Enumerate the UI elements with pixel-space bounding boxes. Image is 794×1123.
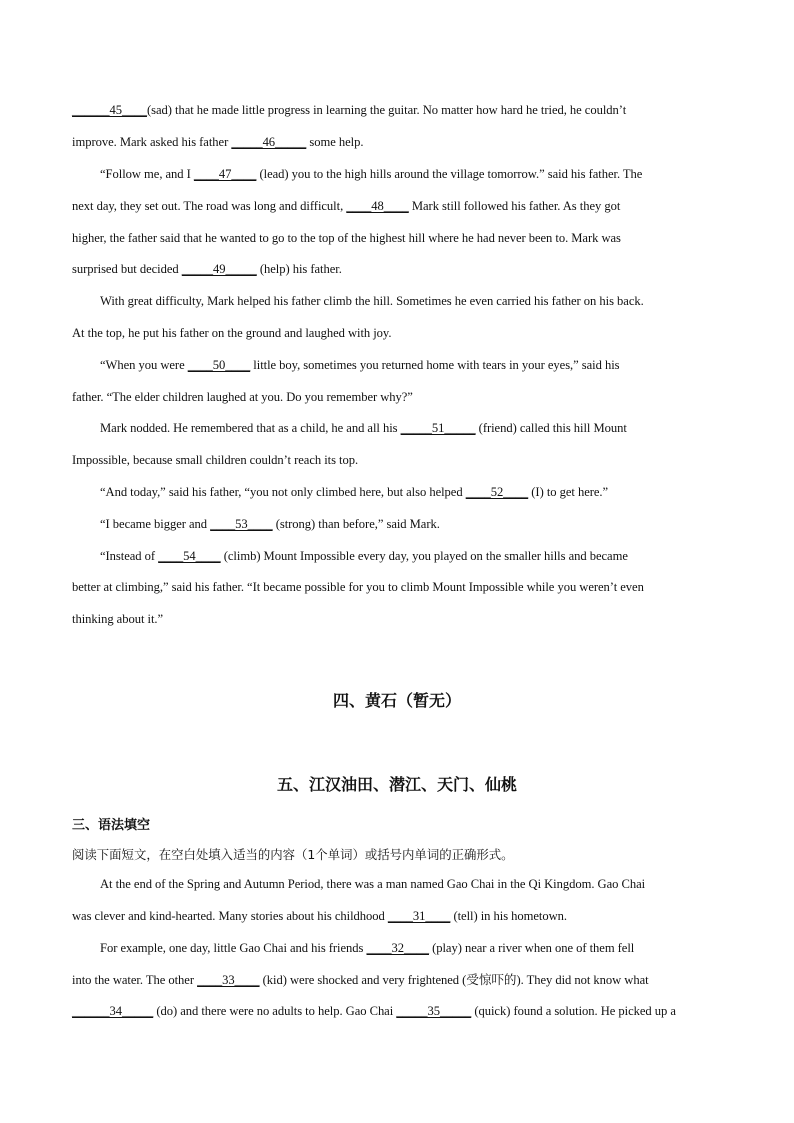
text-line [72, 196, 722, 216]
answer-blank: ____47____ [193, 167, 257, 181]
text-line [72, 323, 722, 343]
answer-blank: ____48____ [346, 199, 409, 213]
text-segment: better at climbing,” said his father. “It became possible for you to climb Mount Impossible while you weren’t even [72, 580, 644, 594]
text-segment: “When you were [100, 358, 188, 372]
text-line [72, 482, 722, 502]
text-line [72, 577, 722, 597]
text-segment: (quick) found a solution. He picked up a [471, 1004, 676, 1018]
answer-blank: ____31____ [387, 909, 451, 923]
text-segment: At the top, he put his father on the ground and laughed with joy. [72, 326, 392, 340]
text-line [72, 874, 722, 894]
section-heading: 四、黄石（暂无） [332, 691, 461, 710]
text-segment: improve. Mark asked his father [72, 135, 232, 149]
text-line [72, 1001, 722, 1021]
answer-blank: ______34_____ [72, 1004, 154, 1018]
text-segment: “And today,” said his father, “you not only climbed here, but also helped [100, 485, 466, 499]
text-segment: surprised but decided [72, 262, 182, 276]
text-segment: “Instead of [100, 549, 159, 563]
text-segment: Impossible, because small children couldn’t reach its top. [72, 453, 359, 467]
answer-blank: ______45____ [72, 103, 147, 117]
text-line [72, 970, 722, 990]
text-segment: “I became bigger and [100, 517, 211, 531]
text-segment: (play) near a river when one of them fell [428, 941, 635, 955]
text-line [72, 609, 722, 629]
text-line [72, 546, 722, 566]
answer-blank: ____33____ [197, 973, 260, 987]
answer-blank: ____54____ [158, 549, 221, 563]
text-segment: was clever and kind-hearted. Many stories about his childhood [72, 909, 388, 923]
text-line [72, 100, 722, 120]
text-segment: (kid) were shocked and very frightened (受惊吓的). They did not know what [259, 973, 649, 987]
text-segment: father. “The elder children laughed at you. Do you remember why?” [72, 390, 413, 404]
text-segment: (do) and there were no adults to help. Gao Chai [153, 1004, 397, 1018]
text-segment: With great difficulty, Mark helped his father climb the hill. Sometimes he even carried his father on his back. [100, 294, 644, 308]
text-line [72, 291, 722, 311]
answer-blank: _____46_____ [231, 135, 307, 149]
text-segment: (help) his father. [256, 262, 342, 276]
text-line [72, 418, 722, 438]
instruction-text: 阅读下面短文，在空白处填入适当的内容（1个单词）或括号内单词的正确形式。 [72, 847, 514, 862]
text-line [72, 228, 722, 248]
text-line [72, 132, 722, 152]
text-segment: (I) to get here.” [528, 485, 609, 499]
text-segment: little boy, sometimes you returned home with tears in your eyes,” said his [250, 358, 620, 372]
text-segment: Mark nodded. He remembered that as a child, he and all his [100, 421, 401, 435]
text-segment: (strong) than before,” said Mark. [272, 517, 440, 531]
text-segment: (friend) called this hill Mount [475, 421, 627, 435]
text-segment: higher, the father said that he wanted to go to the top of the highest hill where he had never been to. Mark was [72, 231, 621, 245]
text-segment: At the end of the Spring and Autumn Period, there was a man named Gao Chai in the Qi Kingdom. Gao Chai [100, 877, 646, 891]
text-segment: (tell) in his hometown. [450, 909, 568, 923]
text-segment: next day, they set out. The road was long and difficult, [72, 199, 347, 213]
text-line [72, 164, 722, 184]
text-segment: (sad) that he made little progress in learning the guitar. No matter how hard he tried, he couldn’t [146, 103, 627, 117]
text-line [72, 259, 722, 279]
text-segment: Mark still followed his father. As they got [408, 199, 621, 213]
answer-blank: ____50____ [187, 358, 251, 372]
text-line [72, 355, 722, 375]
text-line [72, 450, 722, 470]
text-segment: “Follow me, and I [100, 167, 194, 181]
answer-blank: ____32____ [366, 941, 429, 955]
text-line [72, 387, 722, 407]
section-heading: 五、江汉油田、潜江、天门、仙桃 [276, 775, 517, 794]
text-line [72, 514, 722, 534]
text-segment: (lead) you to the high hills around the village tomorrow.” said his father. The [256, 167, 643, 181]
text-line [72, 938, 722, 958]
text-segment: For example, one day, little Gao Chai and his friends [100, 941, 367, 955]
answer-blank: _____49_____ [181, 262, 257, 276]
answer-blank: ____52____ [465, 485, 529, 499]
text-line [72, 906, 722, 926]
text-segment: into the water. The other [72, 973, 198, 987]
answer-blank: ____53____ [210, 517, 273, 531]
text-segment: some help. [306, 135, 364, 149]
answer-blank: _____35_____ [396, 1004, 472, 1018]
section-title: 三、语法填空 [72, 818, 151, 833]
text-segment: (climb) Mount Impossible every day, you played on the smaller hills and became [220, 549, 628, 563]
text-segment: thinking about it.” [72, 612, 164, 626]
answer-blank: _____51_____ [400, 421, 476, 435]
